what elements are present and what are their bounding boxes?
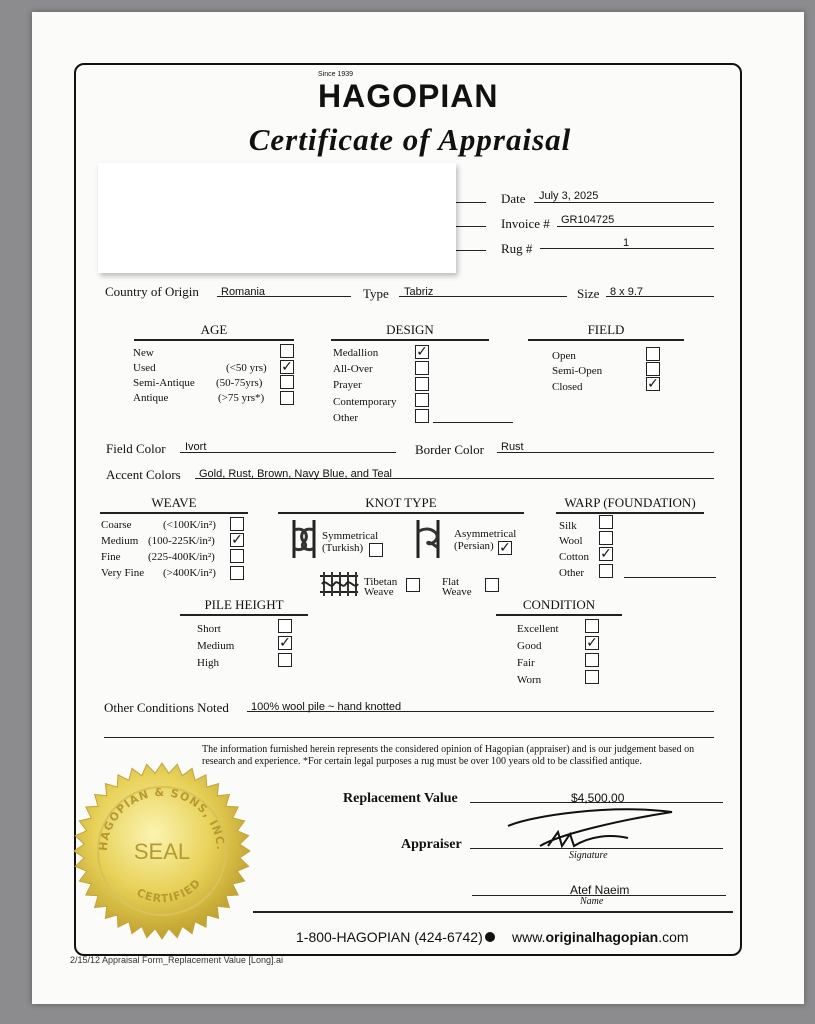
form-id-text: 2/15/12 Appraisal Form_Replacement Value [Long].ai [70, 955, 283, 965]
field-checkbox[interactable]: ✓ [647, 376, 659, 392]
warp-label: Wool [559, 535, 583, 547]
weave-note: (<100K/in²) [163, 519, 216, 531]
design-label: All-Over [333, 363, 373, 375]
warp-other-line [624, 577, 716, 578]
warp-checkbox[interactable]: ✓ [600, 546, 612, 562]
type-label: Type [363, 286, 389, 301]
asymmetrical-label: Asymmetrical [454, 528, 517, 540]
rug-value: 1 [623, 237, 630, 249]
design-label: Prayer [333, 379, 362, 391]
design-label: Medallion [333, 347, 379, 359]
pile-checkbox[interactable]: ✓ [279, 635, 291, 651]
pile-label: High [197, 657, 219, 669]
condition-label: Good [517, 640, 542, 652]
condition-heading: CONDITION [496, 597, 622, 616]
replacement-value: $4,500.00 [571, 791, 625, 805]
website-suffix: .com [658, 929, 689, 945]
name-caption: Name [580, 896, 604, 907]
website-domain: originalhagopian [545, 929, 659, 945]
footer-phone: 1-800-HAGOPIAN (424-6742) [296, 929, 483, 945]
website-prefix: www. [512, 929, 546, 945]
pile-label: Medium [197, 640, 235, 652]
weave-checkbox[interactable] [230, 517, 244, 531]
located-line-2 [456, 250, 486, 251]
design-label: Other [333, 412, 359, 424]
warp-checkbox[interactable] [599, 515, 613, 529]
warp-label: Silk [559, 520, 577, 532]
symmetrical-knot-icon [288, 518, 320, 564]
condition-checkbox[interactable]: ✓ [586, 635, 598, 651]
condition-checkbox[interactable] [585, 653, 599, 667]
tibetan-weave-sub-label: Weave [364, 586, 394, 598]
design-checkbox[interactable]: ✓ [416, 344, 428, 360]
accent-colors-value: Gold, Rust, Brown, Navy Blue, and Teal [199, 468, 393, 480]
country-label: Country of Origin [105, 284, 199, 299]
date-line [534, 202, 714, 203]
invoice-line [557, 226, 714, 227]
weave-label: Medium [101, 535, 139, 547]
size-value: 8 x 9.7 [610, 286, 644, 298]
weave-label: Very Fine [101, 567, 145, 579]
footer-website[interactable] [512, 929, 689, 945]
located-line [456, 226, 486, 227]
other-conditions-line-2 [104, 737, 714, 738]
pile-checkbox[interactable] [278, 619, 292, 633]
asymmetrical-sub-label: (Persian) [454, 540, 494, 552]
property-line [456, 202, 486, 203]
warp-heading: WARP (FOUNDATION) [556, 495, 704, 514]
symmetrical-label: Symmetrical [322, 530, 379, 542]
footer-rule [253, 911, 733, 913]
field-label: Semi-Open [552, 365, 603, 377]
weave-heading: WEAVE [100, 495, 248, 514]
weave-note: (100-225K/in²) [148, 535, 215, 547]
age-label: Semi-Antique [133, 377, 195, 389]
condition-checkbox[interactable] [585, 670, 599, 684]
invoice-label: Invoice # [501, 216, 550, 231]
field-checkbox[interactable] [646, 347, 660, 361]
warp-label: Other [559, 567, 585, 579]
tibetan-weave-checkbox[interactable] [406, 578, 420, 592]
condition-label: Worn [517, 674, 542, 686]
age-label: New [133, 347, 154, 359]
symmetrical-sub-label: (Turkish) [322, 542, 364, 554]
appraiser-name: Atef Naeim [570, 883, 630, 897]
border-color-line [497, 452, 714, 453]
design-checkbox[interactable] [415, 377, 429, 391]
date-value: July 3, 2025 [539, 190, 599, 202]
type-value: Tabriz [404, 286, 434, 298]
appraiser-label: Appraiser [401, 837, 462, 852]
age-checkbox[interactable] [280, 391, 294, 405]
design-checkbox[interactable] [415, 361, 429, 375]
border-color-label: Border Color [415, 442, 484, 457]
age-note: (<50 yrs) [226, 362, 267, 374]
symmetrical-checkbox[interactable] [369, 543, 383, 557]
invoice-value: GR104725 [561, 214, 615, 226]
age-label: Used [133, 362, 156, 374]
seal-top-text: HAGOPIAN & SONS, INC. [96, 785, 228, 852]
certificate-title: Certificate of Appraisal [248, 122, 572, 157]
rug-label: Rug # [501, 241, 533, 256]
asymmetrical-checkbox[interactable]: ✓ [499, 540, 511, 556]
design-checkbox[interactable] [415, 393, 429, 407]
disclaimer-text: The information furnished herein represents the considered opinion of Hagopian (appraiser) and is our judgement based on research and experience. *For certain legal purposes a rug must be over 100 years old to be classified antique. [202, 744, 695, 767]
other-conditions-value: 100% wool pile ~ hand knotted [251, 701, 402, 713]
design-other-line [433, 422, 513, 423]
field-color-line [180, 452, 396, 453]
flat-weave-sub-label: Weave [442, 586, 472, 598]
flat-weave-checkbox[interactable] [485, 578, 499, 592]
age-checkbox[interactable]: ✓ [281, 359, 293, 375]
weave-checkbox[interactable]: ✓ [231, 532, 243, 548]
warp-checkbox[interactable] [599, 564, 613, 578]
field-checkbox[interactable] [646, 362, 660, 376]
age-checkbox[interactable] [280, 344, 294, 358]
tibetan-weave-icon [318, 570, 360, 602]
country-value: Romania [221, 286, 266, 298]
field-label: Open [552, 350, 576, 362]
knot-type-heading: KNOT TYPE [278, 495, 524, 514]
age-heading: AGE [134, 322, 294, 341]
design-heading: DESIGN [331, 322, 489, 341]
weave-checkbox[interactable] [230, 549, 244, 563]
condition-label: Excellent [517, 623, 559, 635]
design-checkbox[interactable] [415, 409, 429, 423]
replacement-value-label: Replacement Value [343, 791, 458, 806]
pile-checkbox[interactable] [278, 653, 292, 667]
pile-label: Short [197, 623, 221, 635]
border-color-value: Rust [501, 441, 524, 453]
age-note: (>75 yrs*) [218, 392, 265, 404]
accent-colors-label: Accent Colors [106, 467, 181, 482]
warp-checkbox[interactable] [599, 531, 613, 545]
size-label: Size [577, 286, 600, 301]
warp-label: Cotton [559, 551, 589, 563]
weave-label: Fine [101, 551, 121, 563]
seal-bottom-text: CERTIFIED [134, 876, 204, 906]
field-color-value: Ivort [185, 441, 207, 453]
date-label: Date [501, 191, 526, 206]
age-checkbox[interactable] [280, 375, 294, 389]
condition-checkbox[interactable] [585, 619, 599, 633]
condition-label: Fair [517, 657, 535, 669]
brand-logo: HAGOPIAN [318, 78, 499, 114]
since-text: Since 1939 [318, 71, 354, 78]
bullet-icon [485, 932, 495, 942]
design-label: Contemporary [333, 396, 397, 408]
signature-caption: Signature [569, 850, 608, 861]
tibetan-weave-label: Tibetan [364, 576, 398, 588]
age-note: (50-75yrs) [216, 377, 263, 389]
field-label: Closed [552, 381, 583, 393]
pile-height-heading: PILE HEIGHT [180, 597, 308, 616]
flat-weave-label: Flat [442, 576, 460, 588]
weave-checkbox[interactable] [230, 566, 244, 580]
field-color-label: Field Color [106, 441, 166, 456]
redaction-block [98, 163, 456, 273]
age-label: Antique [133, 392, 169, 404]
gold-seal-icon [73, 758, 251, 944]
weave-note: (225-400K/in²) [148, 551, 215, 563]
weave-label: Coarse [101, 519, 132, 531]
field-heading: FIELD [528, 322, 684, 341]
other-conditions-label: Other Conditions Noted [104, 700, 229, 715]
asymmetrical-knot-icon [410, 518, 446, 564]
seal-center-text: SEAL [133, 839, 191, 864]
weave-note: (>400K/in²) [163, 567, 216, 579]
